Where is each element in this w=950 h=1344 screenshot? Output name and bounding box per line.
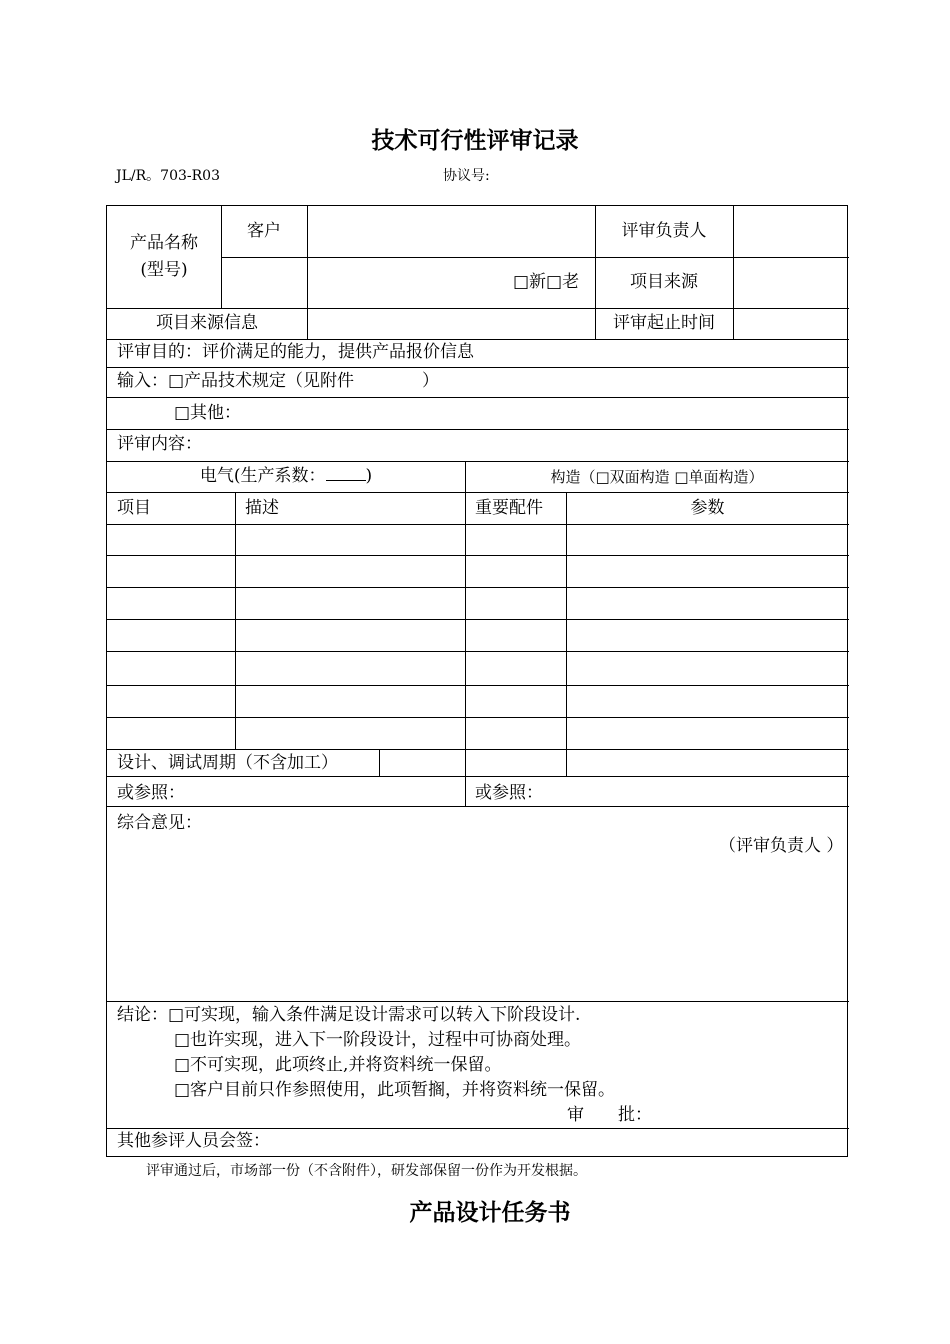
conclusion-not-feasible[interactable]: □不可实现，此项终止,并将资料统一保留。 <box>174 1055 502 1075</box>
or-reference-right: 或参照： <box>475 783 543 803</box>
form-title: 技术可行性评审记录 <box>371 127 579 154</box>
project-source-info-label: 项目来源信息 <box>156 313 258 333</box>
electrical-label: 电气(生产系数： <box>199 466 326 486</box>
project-source-label: 项目来源 <box>630 272 698 292</box>
design-cycle-label: 设计、调试周期（不含加工） <box>117 753 338 773</box>
conclusion-possible[interactable]: □也许实现，进入下一阶段设计，过程中可协商处理。 <box>174 1030 582 1050</box>
next-section-title: 产品设计任务书 <box>409 1199 571 1226</box>
electrical-header <box>107 466 465 486</box>
column-parameters: 参数 <box>690 498 725 518</box>
product-name-label: 产品名称 <box>130 233 198 253</box>
document-code: JL/R。703-R03 <box>116 168 220 184</box>
customer-label: 客户 <box>247 221 281 241</box>
product-model-label: (型号) <box>140 260 188 280</box>
column-key-parts: 重要配件 <box>475 498 543 518</box>
structure-header[interactable]: 构造（□双面构造 □单面构造） <box>550 468 764 486</box>
column-description: 描述 <box>245 498 279 518</box>
review-leader-note: （评审负责人 ） <box>719 836 844 856</box>
review-period-label: 评审起止时间 <box>613 313 715 333</box>
protocol-number-label: 协议号: <box>443 168 490 184</box>
conclusion-feasible[interactable]: 结论：□可实现，输入条件满足设计需求可以转入下阶段设计. <box>117 1005 581 1025</box>
overall-opinion-label: 综合意见： <box>117 813 202 833</box>
review-content-label: 评审内容： <box>117 434 202 454</box>
production-factor-blank[interactable] <box>326 466 366 481</box>
other-reviewers-label: 其他参评人员会签： <box>117 1131 270 1151</box>
review-leader-field[interactable] <box>734 221 849 241</box>
electrical-close: ) <box>365 466 373 486</box>
review-form-table <box>106 205 848 1157</box>
footnote: 评审通过后，市场部一份（不含附件），研发部保留一份作为开发根据。 <box>146 1163 587 1179</box>
customer-field[interactable] <box>308 221 595 241</box>
or-reference-left: 或参照： <box>117 783 185 803</box>
input-other-line[interactable]: □其他： <box>174 403 242 423</box>
new-old-checkboxes[interactable]: □新□老 <box>513 272 580 292</box>
review-leader-label: 评审负责人 <box>621 221 707 241</box>
review-purpose: 评审目的：评价满足的能力，提供产品报价信息 <box>117 342 474 362</box>
input-spec-line[interactable]: 输入：□产品技术规定（见附件 ） <box>117 371 440 391</box>
project-source-field[interactable] <box>734 272 849 292</box>
approval-label: 审 批： <box>567 1105 652 1125</box>
conclusion-reference-only[interactable]: □客户目前只作参照使用，此项暂搁，并将资料统一保留。 <box>174 1080 616 1100</box>
column-item: 项目 <box>117 498 151 518</box>
